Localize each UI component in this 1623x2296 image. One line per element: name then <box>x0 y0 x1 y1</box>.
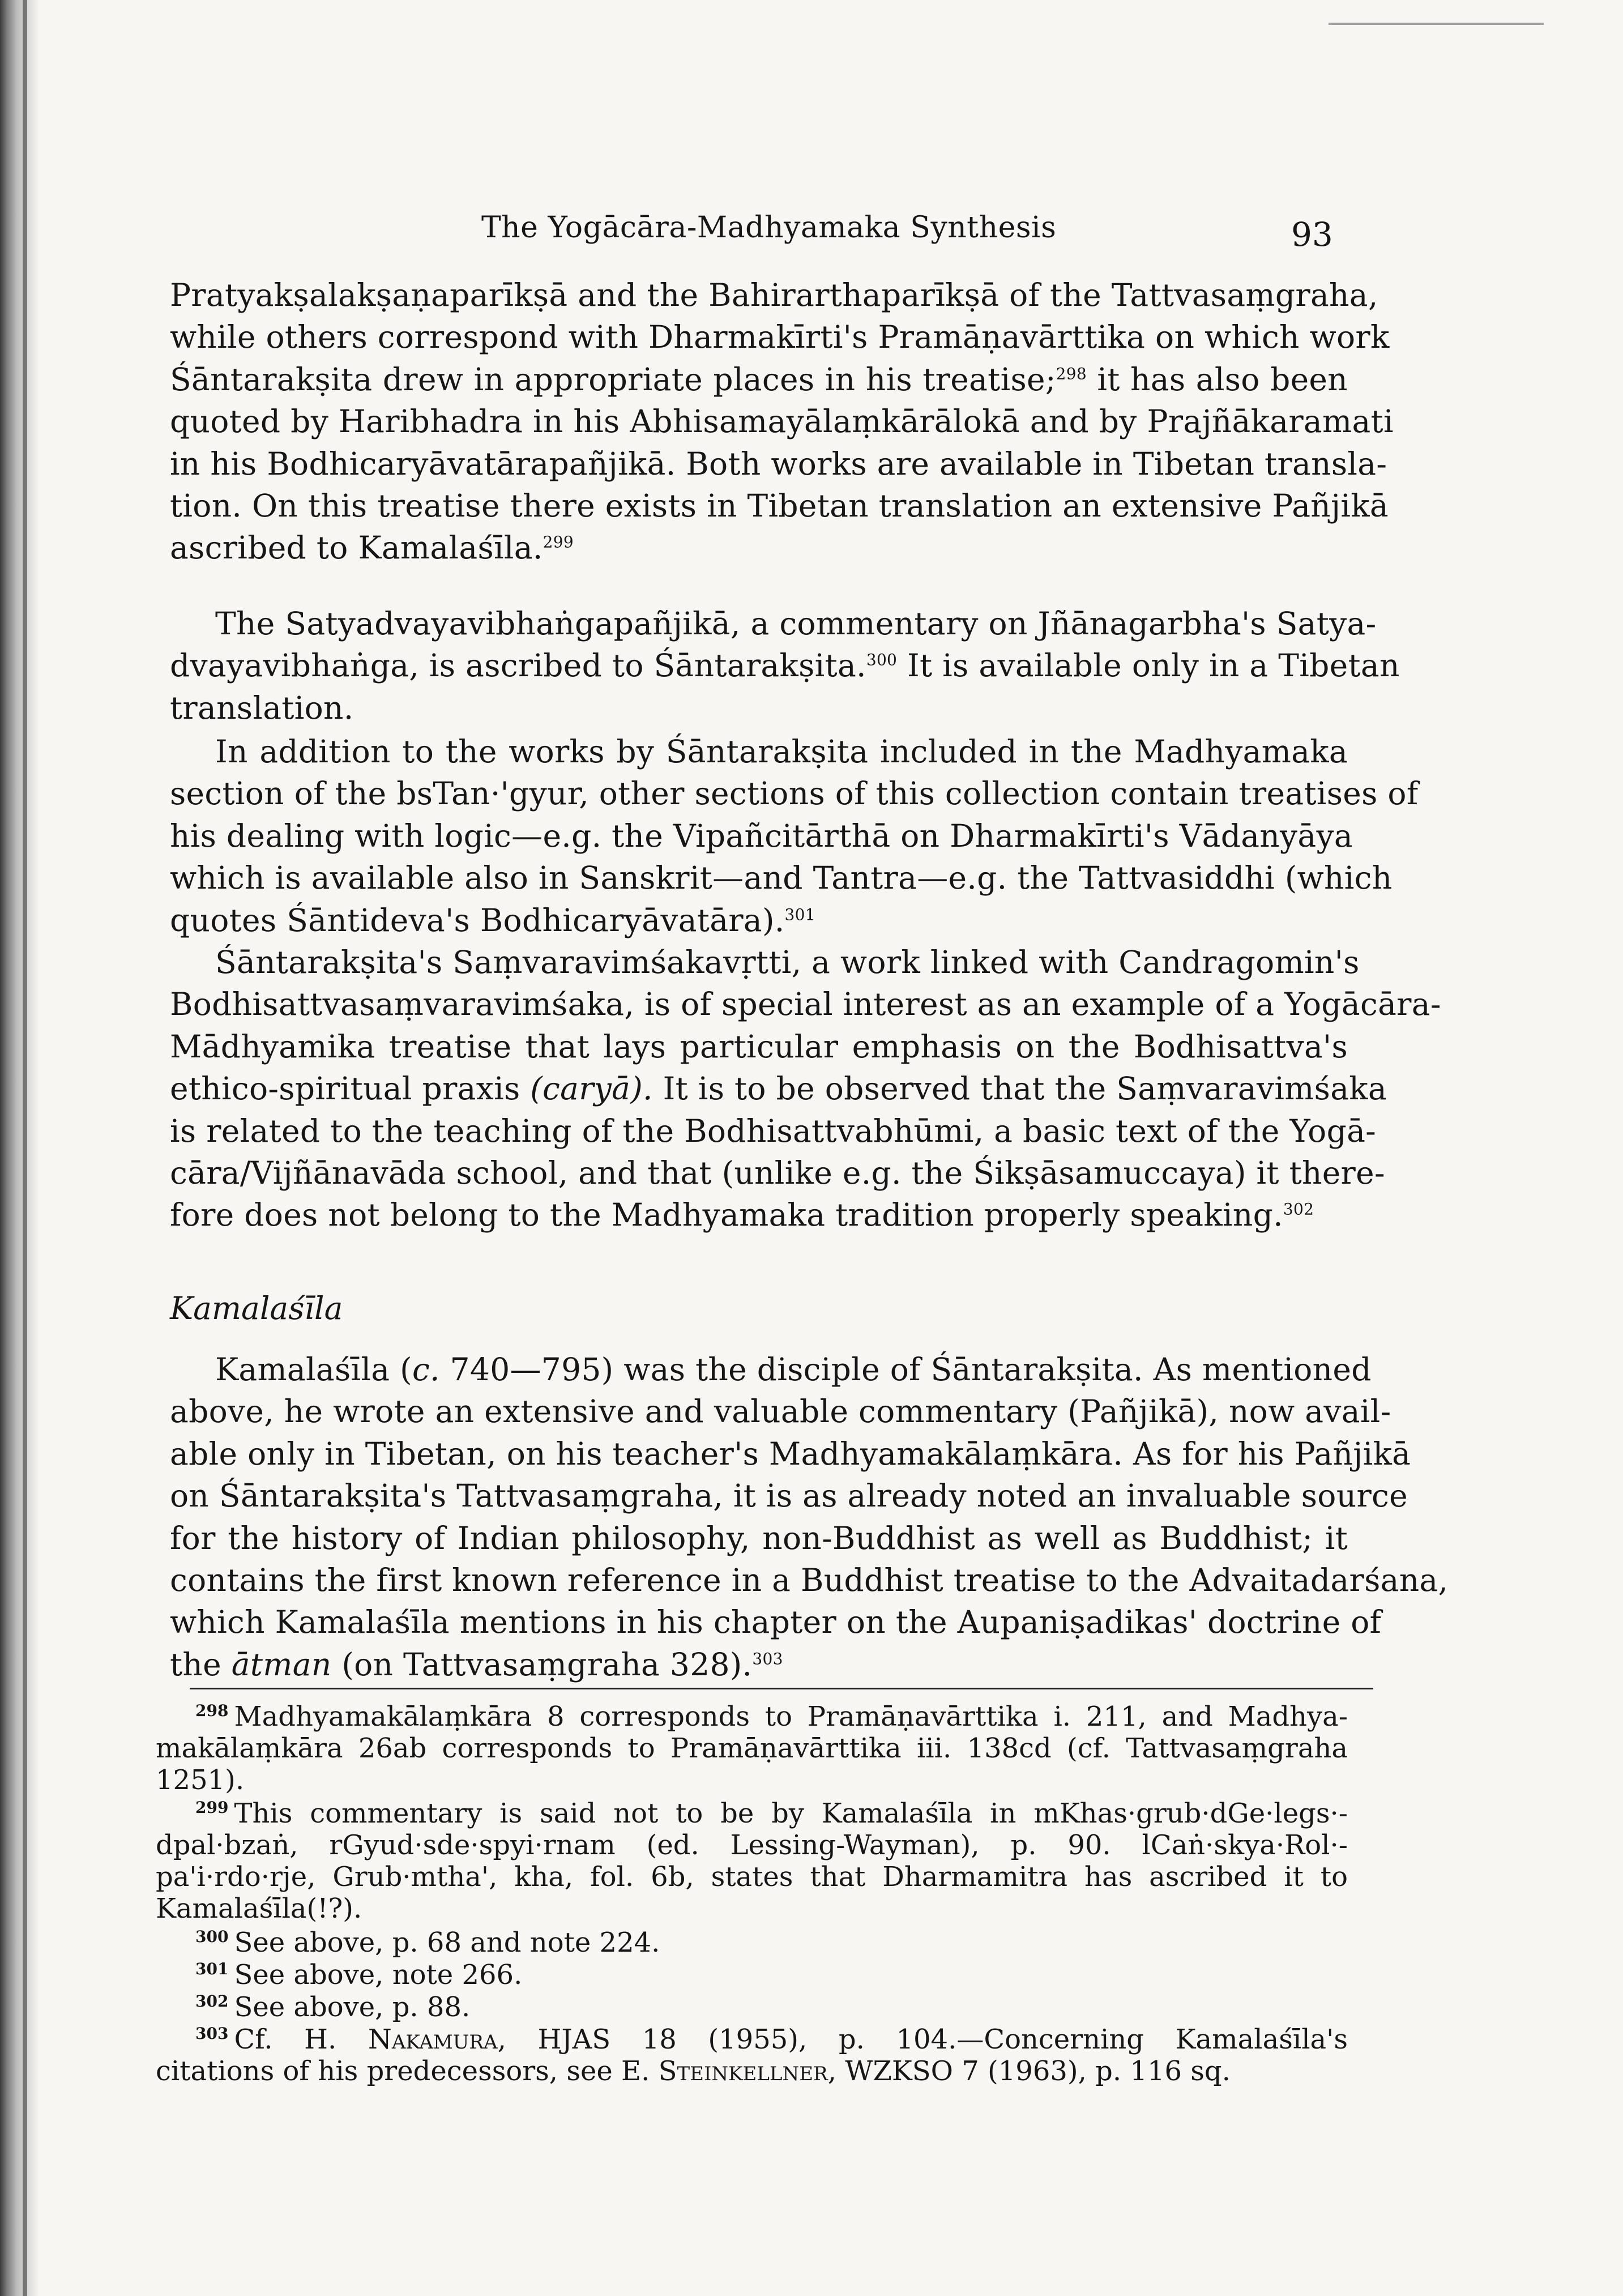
running-head: The Yogācāra-Madhyamaka Synthesis <box>481 211 1057 245</box>
text-line: Bodhisattvasaṃvaravimśaka, is of special interest as an example of a Yogācāra- <box>170 986 1441 1023</box>
italic-term: ātman <box>231 1646 332 1683</box>
text-line: in his Bodhicaryāvatārapañjikā. Both works are available in Tibetan transla- <box>170 445 1387 482</box>
text-line: cāra/Vijñānavāda school, and that (unlike e.g. the Śikṣāsamuccaya) it there- <box>170 1155 1385 1192</box>
text-line: contains the first known reference in a Buddhist treatise to the Advaitadarśana, <box>170 1562 1449 1599</box>
footnote-298 <box>156 1701 1348 1796</box>
italic-term: c. <box>412 1351 440 1388</box>
text-line: Mādhyamika treatise that lays particular emphasis on the Bodhisattva's <box>170 1028 1348 1065</box>
footnote-303 <box>156 2024 1348 2087</box>
text-line: which Kamalaśīla mentions in his chapter on the Aupaniṣadikas' doctrine of <box>170 1604 1382 1641</box>
text-line <box>170 1194 1348 1236</box>
text-run: See above, note 266. <box>234 1959 523 1991</box>
scan-spine-shadow <box>0 0 40 2296</box>
text-run: Kamalaśīla ( <box>215 1351 412 1388</box>
text-line: translation. <box>170 689 354 726</box>
footnote-299 <box>156 1798 1348 1924</box>
footnote-ref: 301 <box>784 905 815 924</box>
footnote-number: 300 <box>195 1927 229 1946</box>
text-line <box>170 1348 1372 1390</box>
footnote-line <box>156 1701 1348 1732</box>
text-run: , HJAS 18 (1955), p. 104.—Concerning Kamalaśīla's <box>497 2024 1348 2055</box>
text-line <box>170 1068 1387 1109</box>
text-line: The Satyadvayavibhaṅgapañjikā, a commentary on Jñānagarbha's Satya- <box>215 605 1377 642</box>
text-line: able only in Tibetan, on his teacher's Madhyamakālaṃkāra. As for his Pañjikā <box>170 1435 1411 1472</box>
text-line <box>170 1644 1348 1685</box>
text-line <box>170 359 1348 400</box>
text-run: , WZKSO 7 (1963), p. 116 sq. <box>827 2055 1231 2087</box>
text-run: Śāntarakṣita drew in appropriate places in his treatise; <box>170 361 1056 398</box>
footnote-ref: 303 <box>752 1649 783 1668</box>
footnote-number: 298 <box>195 1701 229 1720</box>
footnote-line: pa'i·rdo·rje, Grub·mtha', kha, fol. 6b, states that Dharmamitra has ascribed it to <box>156 1861 1348 1893</box>
footnote-line <box>156 1798 1348 1829</box>
text-run: fore does not belong to the Madhyamaka tradition properly speaking. <box>170 1197 1283 1234</box>
text-run: It is available only in a Tibetan <box>897 647 1400 684</box>
section-heading: Kamalaśīla <box>170 1290 343 1326</box>
italic-term: (caryā). <box>530 1070 653 1107</box>
text-line: on Śāntarakṣita's Tattvasaṃgraha, it is as already noted an invaluable source <box>170 1478 1408 1514</box>
footnote-rule <box>190 1688 1373 1689</box>
text-run: (on Tattvasaṃgraha 328). <box>331 1646 753 1683</box>
paragraph-5 <box>170 1348 1449 1685</box>
text-line: above, he wrote an extensive and valuable commentary (Pañjikā), now avail- <box>170 1393 1391 1430</box>
footnote-number: 302 <box>195 1992 229 2011</box>
text-run: quotes Śāntideva's Bodhicaryāvatāra). <box>170 902 785 938</box>
footnote-ref: 300 <box>866 651 898 670</box>
footnote-line <box>156 1927 1348 1958</box>
footnote-number: 299 <box>195 1798 229 1817</box>
text-run: ascribed to Kamalaśīla. <box>170 530 543 566</box>
author-name: Nakamura <box>368 2024 498 2055</box>
text-line: section of the bsTan·'gyur, other sections of this collection contain treatises of <box>170 775 1419 812</box>
paragraph-3 <box>170 731 1419 941</box>
text-line <box>170 899 1348 941</box>
page-number: 93 <box>1291 215 1333 254</box>
scan-spine-line <box>23 0 27 2296</box>
footnote-line <box>156 2024 1348 2055</box>
footnote-ref: 299 <box>543 533 574 552</box>
text-run: Cf. H. <box>234 2024 368 2055</box>
text-run: See above, p. 88. <box>234 1991 471 2023</box>
footnote-ref: 298 <box>1056 364 1087 383</box>
footnote-line <box>156 2055 1348 2087</box>
text-line <box>170 645 1400 686</box>
text-line: quoted by Haribhadra in his Abhisamayālaṃkārālokā and by Prajñākaramati <box>170 403 1394 440</box>
paragraph-1 <box>170 274 1394 569</box>
footnote-line <box>156 1959 1348 1991</box>
text-line <box>170 527 1348 569</box>
text-run: dvayavibhaṅga, is ascribed to Śāntarakṣita. <box>170 647 866 684</box>
scan-edge-mark <box>1329 23 1544 25</box>
footnote-300 <box>156 1927 1348 1958</box>
text-run: citations of his predecessors, see E. <box>156 2055 659 2087</box>
text-line: In addition to the works by Śāntarakṣita included in the Madhyamaka <box>215 733 1348 770</box>
text-run: ethico-spiritual praxis <box>170 1070 531 1107</box>
text-line: while others correspond with Dharmakīrti's Pramāṇavārttika on which work <box>170 319 1390 356</box>
text-run: it has also been <box>1087 361 1348 398</box>
footnote-line: Kamalaśīla(!?). <box>156 1893 362 1924</box>
text-run: 740—795) was the disciple of Śāntarakṣita. As mentioned <box>439 1351 1372 1388</box>
text-run: See above, p. 68 and note 224. <box>234 1927 660 1958</box>
footnote-line: 1251). <box>156 1764 245 1796</box>
text-line: his dealing with logic—e.g. the Vipañcitārthā on Dharmakīrti's Vādanyāya <box>170 817 1353 854</box>
text-run: It is to be observed that the Saṃvaravimśaka <box>652 1070 1387 1107</box>
footnote-ref: 302 <box>1283 1200 1314 1219</box>
text-line: Pratyakṣalakṣaṇaparīkṣā and the Bahirarthaparīkṣā of the Tattvasaṃgraha, <box>170 277 1378 313</box>
footnote-number: 303 <box>195 2024 229 2043</box>
text-run: Madhyamakālaṃkāra 8 corresponds to Pramāṇavārttika i. 211, and Madhya- <box>234 1701 1348 1732</box>
text-run: This commentary is said not to be by Kamalaśīla in mKhas·grub·dGe·legs·- <box>234 1798 1348 1829</box>
paragraph-2 <box>170 603 1400 729</box>
footnote-number: 301 <box>195 1960 229 1978</box>
text-run: the <box>170 1646 232 1683</box>
text-line: Śāntarakṣita's Saṃvaravimśakavṛtti, a work linked with Candragomin's <box>215 944 1360 980</box>
author-name: Steinkellner <box>658 2055 828 2087</box>
text-line: which is available also in Sanskrit—and Tantra—e.g. the Tattvasiddhi (which <box>170 860 1393 897</box>
footnote-301 <box>156 1959 1348 1991</box>
text-line: tion. On this treatise there exists in Tibetan translation an extensive Pañjikā <box>170 488 1389 524</box>
footnote-302 <box>156 1991 1348 2023</box>
footnote-line: makālaṃkāra 26ab corresponds to Pramāṇavārttika iii. 138cd (cf. Tattvasaṃgraha <box>156 1732 1348 1764</box>
footnote-line <box>156 1991 1348 2023</box>
footnote-line: dpal·bzaṅ, rGyud·sde·spyi·rnam (ed. Lessing-Wayman), p. 90. lCaṅ·skya·Rol·- <box>156 1829 1348 1861</box>
text-line: for the history of Indian philosophy, non-Buddhist as well as Buddhist; it <box>170 1520 1348 1556</box>
paragraph-4 <box>170 941 1441 1236</box>
text-line: is related to the teaching of the Bodhisattvabhūmi, a basic text of the Yogā- <box>170 1112 1377 1149</box>
